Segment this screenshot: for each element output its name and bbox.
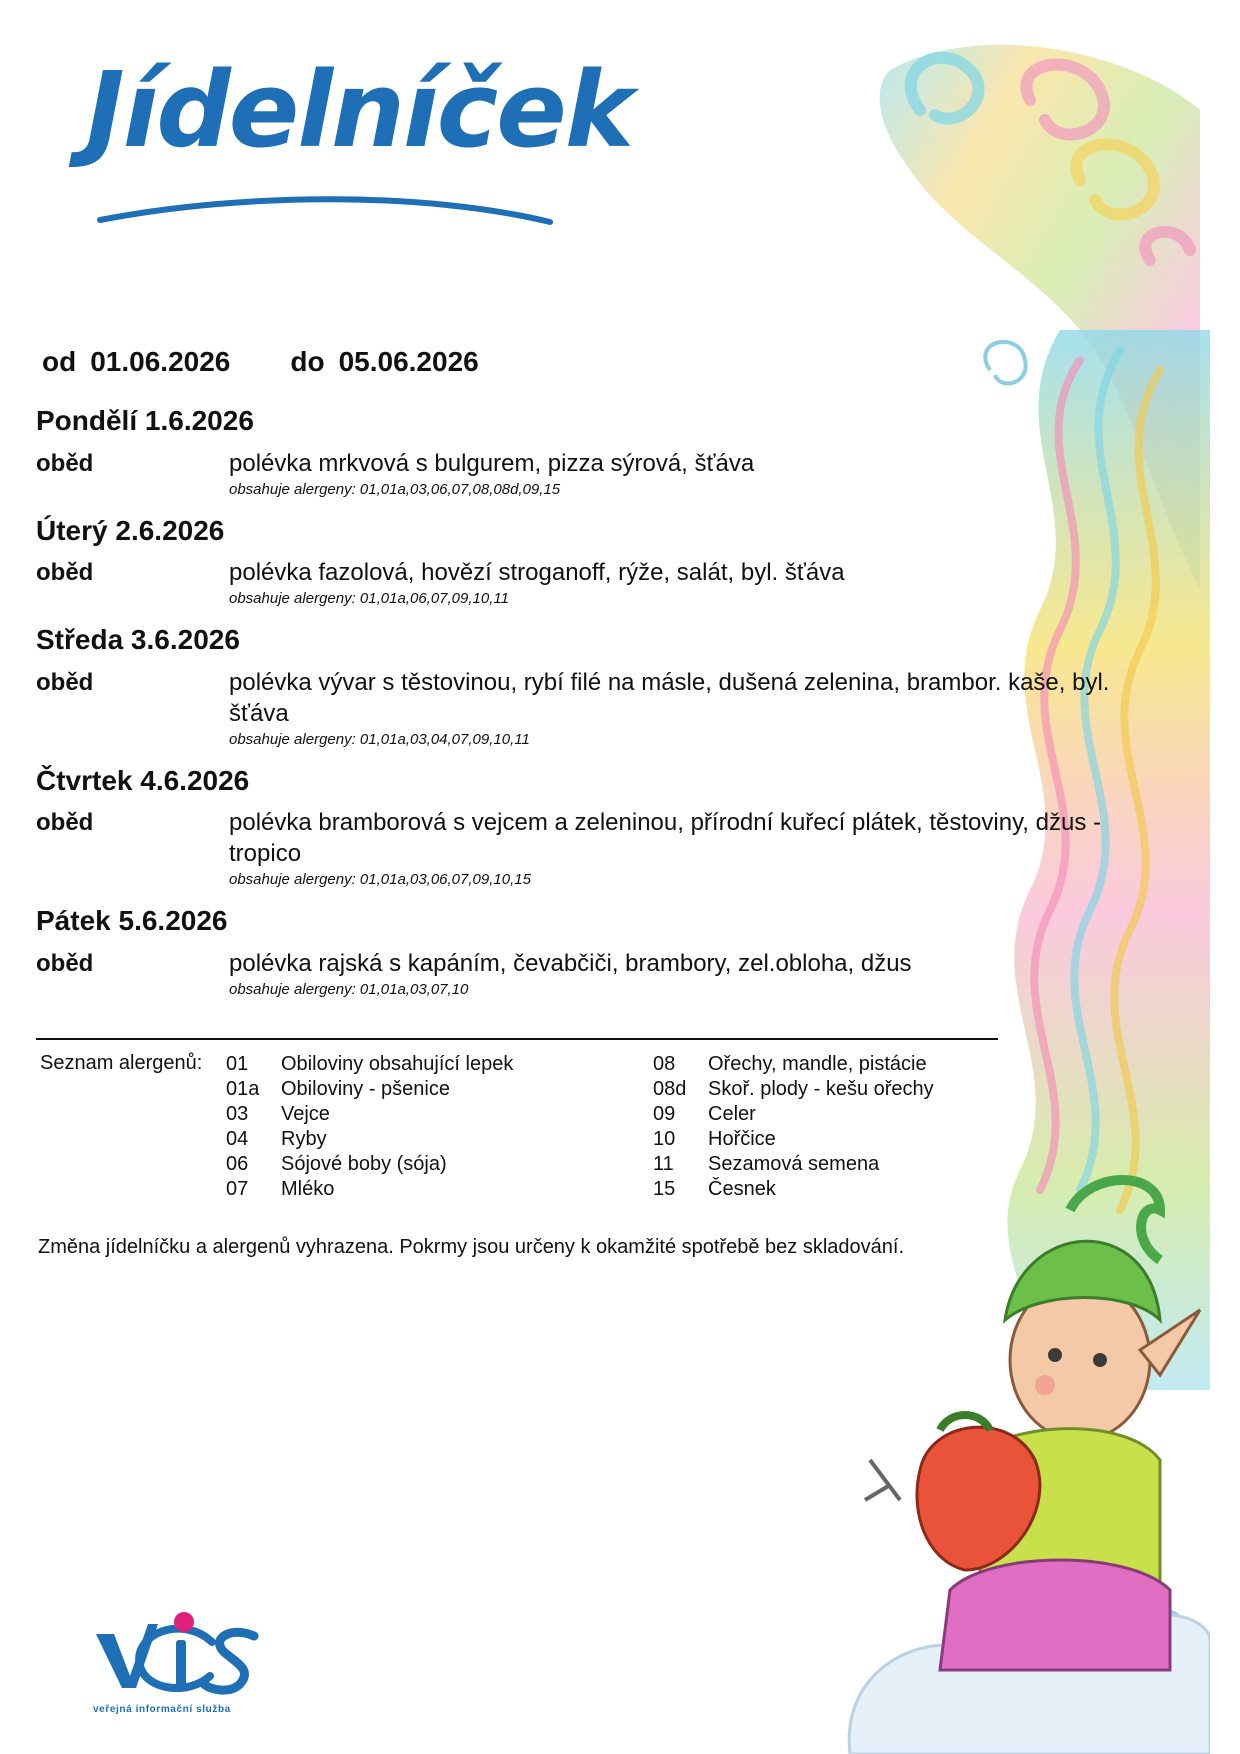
legend-name: Mléko (281, 1178, 335, 1200)
meal-body (229, 448, 1146, 498)
title-underline-swoosh (96, 192, 556, 232)
meal-body (229, 667, 1146, 748)
disclaimer-note: Změna jídelníčku a alergenů vyhrazena. Pokrmy jsou určeny k okamžité spotřebě bez skladování. (38, 1236, 904, 1258)
legend-code: 03 (226, 1103, 249, 1125)
meal-row (36, 667, 1146, 748)
meal-label: oběd (36, 949, 94, 977)
meal-label: oběd (36, 668, 94, 696)
legend-name: Ořechy, mandle, pistácie (708, 1053, 927, 1075)
vis-logo (92, 1604, 262, 1704)
legend-code: 08d (653, 1078, 687, 1100)
legend-item (226, 1102, 513, 1127)
legend-label: Seznam alergenů: (40, 1052, 203, 1074)
day-title: Pondělí 1.6.2026 (36, 405, 254, 436)
meal-text: polévka mrkvová s bulgurem, pizza sýrová, šťáva (229, 449, 755, 477)
date-from-label: od (42, 346, 77, 377)
legend-name: Obiloviny obsahující lepek (281, 1053, 514, 1075)
legend-item (653, 1052, 934, 1077)
logo-tagline: veřejná informační služba (93, 1704, 231, 1715)
date-to: 05.06.2026 (338, 346, 479, 377)
meal-body (229, 557, 1146, 607)
day-monday (36, 404, 1146, 498)
legend-item (226, 1077, 513, 1102)
meal-row (36, 948, 1146, 998)
legend-code: 06 (226, 1153, 249, 1175)
meal-allergens: obsahuje alergeny: 01,01a,03,06,07,09,10,15 (229, 871, 531, 889)
legend-name: Vejce (281, 1103, 330, 1125)
day-wednesday (36, 623, 1146, 748)
day-title: Čtvrtek 4.6.2026 (36, 764, 250, 796)
legend-code: 15 (653, 1178, 676, 1200)
legend-name: Hořčice (708, 1128, 776, 1150)
legend-item (226, 1127, 513, 1152)
meal-label: oběd (36, 449, 94, 477)
meal-allergens: obsahuje alergeny: 01,01a,06,07,09,10,11 (229, 590, 509, 608)
meal-allergens: obsahuje alergeny: 01,01a,03,06,07,08,08d,09,15 (229, 480, 561, 498)
day-thursday (36, 764, 1146, 889)
legend-item (653, 1102, 934, 1127)
legend-column-left (226, 1052, 513, 1202)
legend-code: 11 (653, 1153, 674, 1175)
legend-name: Sezamová semena (708, 1153, 880, 1175)
meal-row (36, 807, 1146, 888)
date-from: 01.06.2026 (90, 346, 231, 377)
legend-item (653, 1152, 934, 1177)
day-friday (36, 904, 1146, 998)
date-range (42, 346, 493, 378)
meal-body (229, 807, 1146, 888)
page-title: Jídelníček (86, 49, 633, 171)
legend-code: 09 (653, 1103, 676, 1125)
day-title: Středa 3.6.2026 (36, 624, 240, 656)
legend-item (653, 1077, 934, 1102)
meal-text: polévka fazolová, hovězí stroganoff, rýže, salát, byl. šťáva (229, 559, 845, 587)
legend-name: Sójové boby (sója) (281, 1153, 447, 1175)
legend-column-right (653, 1052, 934, 1202)
divider (36, 1038, 998, 1040)
legend-code: 08 (653, 1053, 676, 1075)
meal-allergens: obsahuje alergeny: 01,01a,03,07,10 (229, 980, 469, 998)
meal-row (36, 448, 1146, 498)
legend-code: 04 (226, 1128, 249, 1150)
day-tuesday (36, 514, 1146, 608)
legend-item (226, 1177, 513, 1202)
meal-text: polévka bramborová s vejcem a zeleninou, přírodní kuřecí plátek, těstoviny, džus - tropico (229, 809, 1101, 868)
legend-name: Ryby (281, 1128, 327, 1150)
date-to-label: do (290, 346, 325, 377)
legend-item (226, 1052, 513, 1077)
legend-item (226, 1152, 513, 1177)
legend-code: 01a (226, 1078, 260, 1100)
meal-label: oběd (36, 559, 94, 587)
meal-row (36, 557, 1146, 607)
weekly-menu (36, 404, 1146, 1014)
day-title: Pátek 5.6.2026 (36, 905, 228, 937)
legend-code: 07 (226, 1178, 249, 1200)
legend-name: Skoř. plody - kešu ořechy (708, 1078, 934, 1100)
meal-body (229, 948, 1146, 998)
legend-name: Celer (708, 1103, 756, 1125)
meal-text: polévka vývar s těstovinou, rybí filé na másle, dušená zelenina, brambor. kaše, byl. šťáva (229, 668, 1110, 727)
day-title: Úterý 2.6.2026 (36, 514, 225, 546)
legend-item (653, 1127, 934, 1152)
meal-label: oběd (36, 809, 94, 837)
legend-name: Česnek (708, 1178, 776, 1200)
meal-text: polévka rajská s kapáním, čevabčiči, brambory, zel.obloha, džus (229, 949, 912, 977)
legend-item (653, 1177, 934, 1202)
legend-code: 10 (653, 1128, 676, 1150)
legend-code: 01 (226, 1053, 249, 1075)
meal-allergens: obsahuje alergeny: 01,01a,03,04,07,09,10,11 (229, 730, 530, 748)
legend-name: Obiloviny - pšenice (281, 1078, 450, 1100)
